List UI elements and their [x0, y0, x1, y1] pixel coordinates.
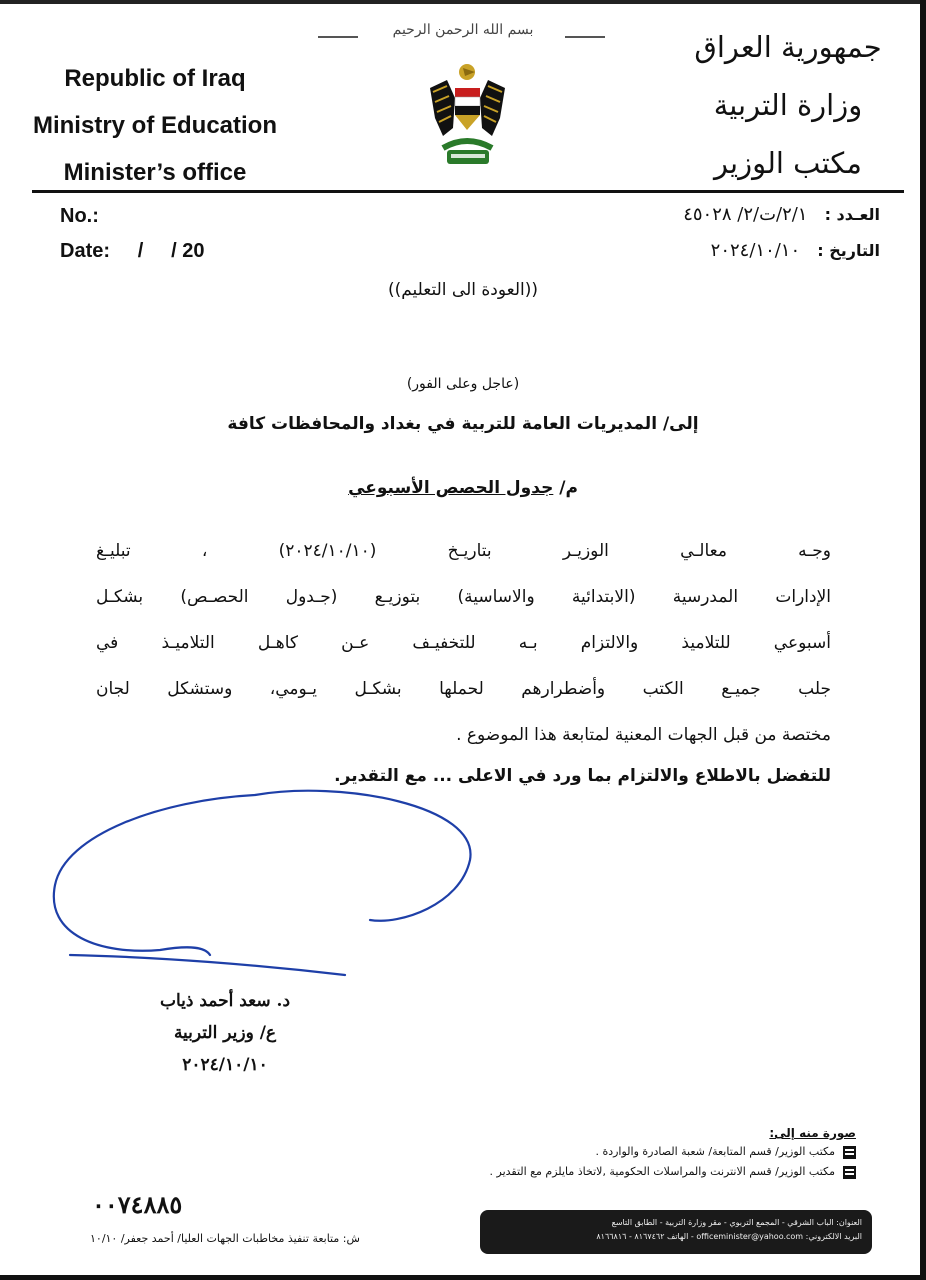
signer-name: د. سعد أحمد ذياب: [159, 991, 291, 1011]
copies-title: صورة منه إلى:: [769, 1126, 856, 1140]
bullet-icon: [843, 1146, 856, 1159]
signer-date: ٢٠٢٤/١٠/١٠: [182, 1055, 268, 1075]
closing-line: للتفضل بالاطلاع والالتزام بما ورد في الاعلى ... مع التقدير.: [334, 766, 831, 786]
bismillah-rule-right: [565, 36, 605, 38]
signer-block: [120, 985, 330, 1081]
number-value-ar: ٢/١/ت/٢/ ٤٥٠٢٨: [683, 204, 808, 225]
arabic-letterhead-line: مكتب الوزير: [714, 146, 862, 180]
copy-item: [256, 1162, 856, 1182]
frame-right: [920, 0, 926, 1280]
arabic-letterhead-line: جمهورية العراق: [694, 30, 882, 64]
english-letterhead-line: Minister’s office: [63, 159, 247, 186]
handwritten-signature: [40, 775, 480, 990]
english-letterhead-line: Republic of Iraq: [64, 65, 246, 92]
serial-number: ٠٠٧٤٨٨٥: [92, 1190, 183, 1219]
english-letterhead: [30, 55, 280, 196]
address-line: العنوان: الباب الشرقي - المجمع التربوي - مقر وزارة التربية - الطابق التاسع: [611, 1218, 862, 1227]
body-line: وجـه معالـي الوزيـر بتاريـخ (٢٠٢٤/١٠/١٠) ، تبليـغ: [96, 541, 831, 561]
date-field-ar: [620, 240, 880, 261]
signer-title: ع/ وزير التربية: [173, 1023, 277, 1043]
iraq-eagle-emblem-icon: [425, 58, 510, 178]
frame-bottom: [0, 1275, 926, 1280]
subject-text: جدول الحصص الأسبوعي: [348, 478, 554, 498]
arabic-letterhead: [678, 18, 898, 192]
body-line: جلب جميـع الكتب وأضطرارهم لحملها بشكـل يـومي، وستشكل لجان: [96, 679, 831, 699]
copies-to: [256, 1126, 856, 1182]
subject-prefix: م/: [553, 478, 578, 498]
letter-body: [96, 528, 831, 758]
body-line: مختصة من قبل الجهات المعنية لمتابعة هذا الموضوع .: [456, 725, 831, 745]
date-label-en: Date: / / 20: [60, 240, 205, 262]
body-line: أسبوعي للتلاميذ والالتزام بـه للتخفيـف عـن كاهـل التلاميـذ في: [96, 633, 831, 653]
urgency-note: (عاجل وعلى الفور): [406, 376, 520, 392]
copy-item-text: مكتب الوزير/ قسم المتابعة/ شعبة الصادرة والواردة .: [595, 1145, 835, 1158]
copy-item: [256, 1142, 856, 1162]
recipient-line: إلى/ المديريات العامة للتربية في بغداد والمحافظات كافة: [227, 414, 699, 434]
number-label-ar: العـدد :: [824, 205, 880, 224]
bullet-icon: [843, 1166, 856, 1179]
date-value-ar: ٢٠٢٤/١٠/١٠: [710, 240, 801, 261]
number-field-ar: [620, 204, 880, 225]
address-box: [480, 1210, 872, 1254]
english-letterhead-line: Ministry of Education: [32, 112, 277, 139]
copy-item-text: مكتب الوزير/ قسم الانترنت والمراسلات الحكومية ,لاتخاذ مايلزم مع التقدير .: [489, 1165, 835, 1178]
arabic-letterhead-line: وزارة التربية: [713, 88, 863, 122]
subject-line: [0, 478, 926, 498]
frame-top: [0, 0, 926, 4]
motto: ((العودة الى التعليم)): [387, 280, 539, 300]
body-line: الإدارات المدرسية (الابتدائية والاساسية) بتوزيـع (جـدول الحصـص) بشكـل: [96, 587, 831, 607]
header-rule: [32, 190, 904, 193]
number-label-en: No.:: [60, 205, 99, 227]
follow-up-note: ش: متابعة تنفيذ مخاطبات الجهات العليا/ أحمد جعفر/ ١٠/١٠: [90, 1232, 360, 1245]
contact-line: البريد الالكتروني: officeminister@yahoo.com - الهاتف ٨١٦٧٤٦٢ - ٨١٦٦٨١٦: [596, 1232, 862, 1241]
date-label-ar: التاريخ :: [817, 241, 880, 260]
bismillah: بسم الله الرحمن الرحيم: [392, 22, 534, 38]
